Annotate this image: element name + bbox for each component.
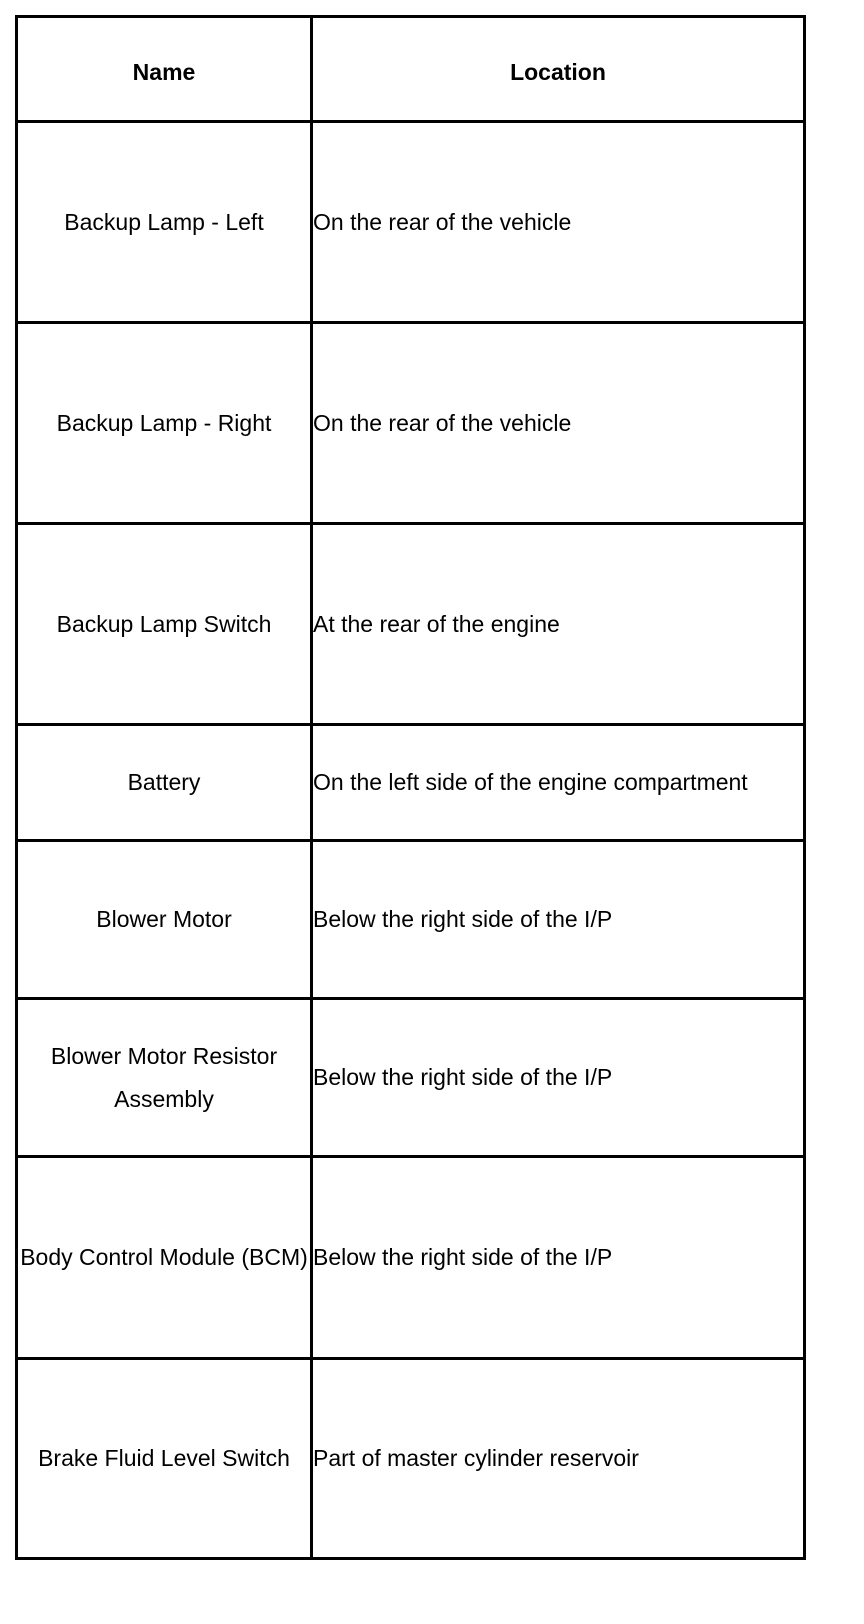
component-name: Battery (17, 725, 312, 841)
component-location: Below the right side of the I/P (312, 1157, 805, 1359)
table-row (17, 323, 805, 524)
component-location: On the left side of the engine compartment (312, 725, 805, 841)
table-header-row (17, 17, 805, 122)
table-row (17, 841, 805, 999)
component-location: On the rear of the vehicle (312, 323, 805, 524)
table-row (17, 999, 805, 1157)
component-location: Below the right side of the I/P (312, 841, 805, 999)
name-column-header: Name (17, 17, 312, 122)
component-name: Backup Lamp - Right (17, 323, 312, 524)
table-row (17, 122, 805, 323)
table-row (17, 1157, 805, 1359)
component-location: Below the right side of the I/P (312, 999, 805, 1157)
component-name: Body Control Module (BCM) (17, 1157, 312, 1359)
table-row (17, 1359, 805, 1559)
location-column-header: Location (312, 17, 805, 122)
component-name: Brake Fluid Level Switch (17, 1359, 312, 1559)
component-name: Backup Lamp - Left (17, 122, 312, 323)
table-row (17, 524, 805, 725)
component-location: On the rear of the vehicle (312, 122, 805, 323)
component-location: Part of master cylinder reservoir (312, 1359, 805, 1559)
component-name: Blower Motor (17, 841, 312, 999)
table-row (17, 725, 805, 841)
component-location-table (15, 15, 806, 1560)
component-location: At the rear of the engine (312, 524, 805, 725)
component-name: Blower Motor Resistor Assembly (17, 999, 312, 1157)
component-name: Backup Lamp Switch (17, 524, 312, 725)
